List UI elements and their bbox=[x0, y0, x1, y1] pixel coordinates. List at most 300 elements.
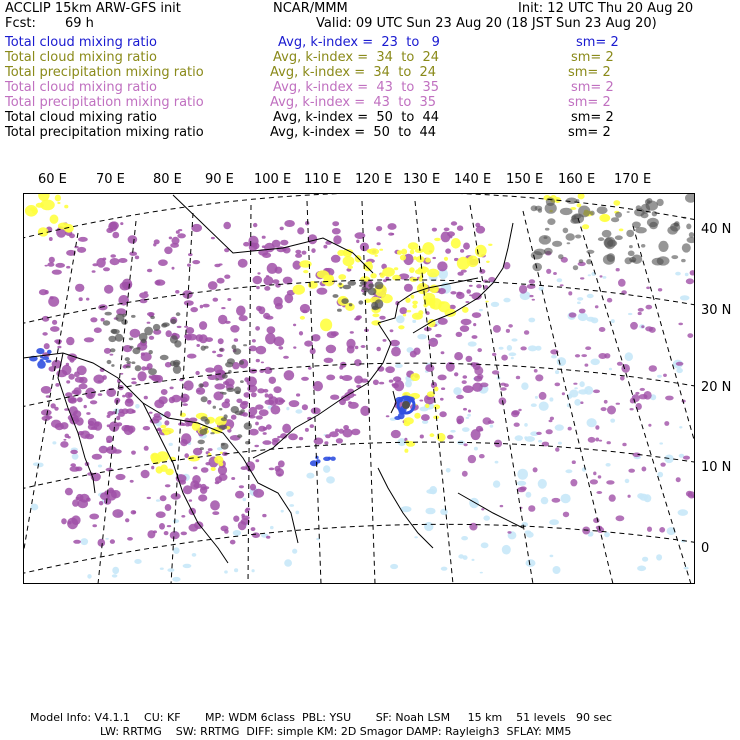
high-cloud-patch bbox=[76, 494, 83, 501]
high-cloud-patch bbox=[507, 531, 511, 534]
low-cloud-patch bbox=[40, 359, 44, 361]
high-cloud-patch bbox=[598, 353, 606, 359]
high-cloud-patch bbox=[288, 433, 298, 440]
mid-cloud-patch bbox=[434, 238, 441, 241]
high-cloud-patch bbox=[534, 369, 538, 373]
deep-cloud-patch bbox=[213, 406, 216, 409]
high-cloud-patch bbox=[160, 495, 167, 501]
high-cloud-patch bbox=[324, 441, 328, 444]
high-cloud-patch bbox=[659, 527, 665, 533]
model-info-line-1: Model Info: V4.1.1 CU: KF MP: WDM 6class PBL: YSU SF: Noah LSM 15 km 51 levels 90 sec bbox=[30, 711, 613, 724]
high-cloud-patch bbox=[269, 377, 276, 384]
mid-cloud-patch bbox=[451, 238, 461, 249]
deep-cloud-patch bbox=[372, 306, 379, 310]
high-cloud-patch bbox=[230, 540, 236, 545]
high-cloud-patch bbox=[165, 504, 172, 511]
light-cloud-patch bbox=[295, 409, 302, 413]
high-cloud-patch bbox=[635, 392, 639, 395]
deep-cloud-patch bbox=[646, 201, 658, 211]
high-cloud-patch bbox=[77, 247, 86, 253]
mid-cloud-patch bbox=[619, 229, 624, 232]
legend-row-7-sm: sm= 2 bbox=[568, 125, 611, 140]
mid-cloud-patch bbox=[582, 224, 589, 229]
high-cloud-patch bbox=[275, 397, 285, 405]
mid-cloud-patch bbox=[462, 307, 469, 313]
deep-cloud-patch bbox=[111, 364, 114, 367]
high-cloud-patch bbox=[539, 392, 547, 400]
high-cloud-patch bbox=[154, 399, 164, 408]
high-cloud-patch bbox=[147, 312, 155, 316]
deep-cloud-patch bbox=[545, 203, 557, 214]
high-cloud-patch bbox=[323, 245, 327, 249]
mid-cloud-patch bbox=[415, 269, 426, 275]
high-cloud-patch bbox=[308, 367, 312, 370]
mid-cloud-patch bbox=[404, 417, 414, 424]
deep-cloud-patch bbox=[374, 281, 383, 289]
mid-cloud-patch bbox=[379, 249, 383, 251]
high-cloud-patch bbox=[295, 250, 301, 254]
deep-cloud-patch bbox=[149, 350, 153, 354]
light-cloud-patch bbox=[659, 442, 663, 444]
high-cloud-patch bbox=[68, 521, 72, 524]
high-cloud-patch bbox=[575, 354, 580, 357]
light-cloud-patch bbox=[553, 566, 561, 574]
high-cloud-patch bbox=[264, 286, 270, 291]
mid-cloud-patch bbox=[475, 245, 487, 257]
high-cloud-patch bbox=[244, 377, 249, 382]
deep-cloud-patch bbox=[239, 360, 244, 365]
deep-cloud-patch bbox=[566, 198, 577, 204]
high-cloud-patch bbox=[272, 240, 281, 248]
legend-row-1-sm: sm= 2 bbox=[576, 35, 619, 50]
deep-cloud-patch bbox=[224, 414, 228, 418]
high-cloud-patch bbox=[268, 394, 273, 400]
high-cloud-patch bbox=[621, 364, 630, 373]
high-cloud-patch bbox=[224, 275, 230, 279]
high-cloud-patch bbox=[236, 306, 246, 316]
high-cloud-patch bbox=[336, 438, 343, 443]
high-cloud-patch bbox=[182, 403, 188, 406]
light-cloud-patch bbox=[112, 574, 118, 577]
high-cloud-patch bbox=[601, 407, 607, 411]
light-cloud-patch bbox=[639, 494, 647, 501]
high-cloud-patch bbox=[212, 511, 219, 515]
light-cloud-patch bbox=[503, 298, 510, 303]
high-cloud-patch bbox=[308, 234, 318, 244]
high-cloud-patch bbox=[70, 450, 78, 454]
light-cloud-patch bbox=[224, 570, 228, 573]
high-cloud-patch bbox=[193, 467, 198, 470]
deep-cloud-patch bbox=[615, 235, 623, 240]
high-cloud-patch bbox=[354, 359, 361, 366]
high-cloud-patch bbox=[133, 511, 136, 514]
deep-cloud-patch bbox=[201, 346, 206, 351]
light-cloud-patch bbox=[574, 387, 578, 389]
high-cloud-patch bbox=[90, 317, 97, 322]
deep-cloud-patch bbox=[532, 263, 542, 272]
high-cloud-patch bbox=[305, 221, 309, 225]
high-cloud-patch bbox=[658, 288, 662, 291]
high-cloud-patch bbox=[190, 307, 198, 312]
high-cloud-patch bbox=[429, 338, 439, 347]
high-cloud-patch bbox=[89, 514, 99, 520]
high-cloud-patch bbox=[383, 339, 387, 342]
deep-cloud-patch bbox=[560, 208, 573, 215]
high-cloud-patch bbox=[218, 263, 222, 265]
high-cloud-patch bbox=[462, 380, 467, 384]
deep-cloud-patch bbox=[598, 237, 604, 241]
light-cloud-patch bbox=[511, 357, 514, 359]
high-cloud-patch bbox=[506, 329, 510, 333]
high-cloud-patch bbox=[130, 480, 134, 483]
light-cloud-patch bbox=[528, 318, 535, 323]
mid-cloud-patch bbox=[432, 289, 437, 292]
high-cloud-patch bbox=[45, 290, 49, 294]
light-cloud-patch bbox=[558, 442, 562, 445]
mid-cloud-patch bbox=[165, 469, 173, 476]
high-cloud-patch bbox=[302, 310, 307, 313]
high-cloud-patch bbox=[607, 298, 612, 303]
high-cloud-patch bbox=[476, 284, 482, 288]
high-cloud-patch bbox=[500, 387, 507, 391]
high-cloud-patch bbox=[183, 387, 186, 389]
high-cloud-patch bbox=[529, 279, 535, 284]
high-cloud-patch bbox=[65, 434, 70, 438]
light-cloud-patch bbox=[292, 549, 297, 554]
high-cloud-patch bbox=[450, 291, 456, 294]
high-cloud-patch bbox=[104, 348, 111, 354]
light-cloud-patch bbox=[72, 453, 79, 459]
high-cloud-patch bbox=[203, 304, 210, 308]
high-cloud-patch bbox=[70, 466, 80, 472]
high-cloud-patch bbox=[404, 284, 413, 292]
high-cloud-patch bbox=[264, 367, 272, 374]
high-cloud-patch bbox=[181, 515, 185, 518]
init-time: Init: 12 UTC Thu 20 Aug 20 bbox=[518, 1, 694, 16]
high-cloud-patch bbox=[92, 454, 102, 460]
legend-row-1-avg: Avg, k-index = 23 to 9 bbox=[278, 35, 440, 50]
light-cloud-patch bbox=[414, 536, 418, 538]
deep-cloud-patch bbox=[578, 206, 590, 218]
high-cloud-patch bbox=[211, 237, 215, 239]
light-cloud-patch bbox=[493, 480, 500, 487]
high-cloud-patch bbox=[167, 525, 171, 527]
high-cloud-patch bbox=[112, 509, 123, 518]
deep-cloud-patch bbox=[673, 222, 678, 226]
high-cloud-patch bbox=[392, 383, 399, 388]
light-cloud-patch bbox=[466, 417, 470, 419]
high-cloud-patch bbox=[266, 536, 270, 539]
high-cloud-patch bbox=[153, 530, 157, 533]
light-cloud-patch bbox=[526, 492, 532, 498]
high-cloud-patch bbox=[184, 380, 194, 390]
legend-row-7-avg: Avg, k-index = 50 to 44 bbox=[270, 125, 437, 140]
high-cloud-patch bbox=[464, 443, 468, 446]
light-cloud-patch bbox=[495, 461, 499, 464]
light-cloud-patch bbox=[173, 519, 179, 523]
deep-cloud-patch bbox=[220, 348, 224, 351]
mid-cloud-patch bbox=[405, 298, 410, 303]
high-cloud-patch bbox=[508, 324, 513, 328]
high-cloud-patch bbox=[348, 401, 352, 404]
high-cloud-patch bbox=[125, 392, 132, 398]
low-cloud-patch bbox=[42, 356, 49, 360]
deep-cloud-patch bbox=[199, 429, 207, 435]
high-cloud-patch bbox=[151, 466, 154, 470]
light-cloud-patch bbox=[425, 508, 435, 515]
light-cloud-patch bbox=[525, 530, 532, 534]
mid-cloud-patch bbox=[50, 215, 59, 224]
high-cloud-patch bbox=[356, 240, 359, 244]
high-cloud-patch bbox=[460, 325, 469, 332]
deep-cloud-patch bbox=[162, 322, 170, 326]
high-cloud-patch bbox=[377, 242, 381, 245]
light-cloud-patch bbox=[551, 355, 557, 359]
high-cloud-patch bbox=[335, 429, 339, 433]
high-cloud-patch bbox=[599, 327, 606, 332]
light-cloud-patch bbox=[461, 536, 468, 540]
light-cloud-patch bbox=[169, 443, 173, 446]
high-cloud-patch bbox=[361, 345, 366, 348]
light-cloud-patch bbox=[156, 499, 160, 502]
high-cloud-patch bbox=[84, 405, 87, 408]
deep-cloud-patch bbox=[360, 281, 367, 286]
high-cloud-patch bbox=[262, 245, 266, 248]
high-cloud-patch bbox=[77, 397, 83, 402]
high-cloud-patch bbox=[149, 375, 152, 378]
high-cloud-patch bbox=[138, 371, 147, 381]
deep-cloud-patch bbox=[531, 205, 538, 211]
lon-label: 160 E bbox=[558, 172, 596, 187]
legend-row-3-sm: sm= 2 bbox=[568, 65, 611, 80]
light-cloud-patch bbox=[98, 465, 102, 468]
high-cloud-patch bbox=[628, 469, 635, 473]
high-cloud-patch bbox=[441, 351, 445, 354]
light-cloud-patch bbox=[424, 522, 433, 531]
deep-cloud-patch bbox=[368, 283, 374, 287]
high-cloud-patch bbox=[326, 375, 335, 381]
light-cloud-patch bbox=[587, 418, 597, 427]
deep-cloud-patch bbox=[686, 224, 691, 230]
deep-cloud-patch bbox=[626, 230, 634, 237]
light-cloud-patch bbox=[574, 399, 581, 406]
light-cloud-patch bbox=[33, 462, 40, 466]
light-cloud-patch bbox=[390, 564, 398, 569]
high-cloud-patch bbox=[324, 358, 334, 363]
high-cloud-patch bbox=[488, 420, 494, 424]
light-cloud-patch bbox=[234, 568, 238, 572]
high-cloud-patch bbox=[261, 362, 264, 364]
high-cloud-patch bbox=[189, 524, 199, 532]
high-cloud-patch bbox=[555, 383, 561, 387]
deep-cloud-patch bbox=[652, 211, 657, 216]
light-cloud-patch bbox=[490, 425, 494, 428]
deep-cloud-patch bbox=[176, 312, 181, 316]
high-cloud-patch bbox=[293, 324, 296, 327]
high-cloud-patch bbox=[169, 237, 172, 240]
light-cloud-patch bbox=[579, 381, 584, 387]
high-cloud-patch bbox=[535, 374, 543, 381]
high-cloud-patch bbox=[208, 281, 218, 290]
high-cloud-patch bbox=[683, 456, 690, 460]
high-cloud-patch bbox=[170, 243, 179, 248]
light-cloud-patch bbox=[604, 532, 610, 537]
deep-cloud-patch bbox=[579, 259, 584, 263]
high-cloud-patch bbox=[119, 409, 124, 413]
high-cloud-patch bbox=[154, 413, 161, 418]
high-cloud-patch bbox=[131, 451, 136, 455]
high-cloud-patch bbox=[569, 312, 577, 317]
light-cloud-patch bbox=[625, 352, 633, 361]
high-cloud-patch bbox=[616, 268, 620, 271]
high-cloud-patch bbox=[207, 400, 211, 405]
high-cloud-patch bbox=[280, 240, 288, 246]
high-cloud-patch bbox=[186, 327, 195, 334]
high-cloud-patch bbox=[128, 235, 138, 243]
high-cloud-patch bbox=[299, 437, 303, 440]
high-cloud-patch bbox=[238, 259, 248, 268]
high-cloud-patch bbox=[646, 287, 650, 290]
high-cloud-patch bbox=[676, 477, 681, 482]
high-cloud-patch bbox=[180, 394, 189, 403]
high-cloud-patch bbox=[555, 447, 559, 451]
mid-cloud-patch bbox=[164, 431, 169, 435]
high-cloud-patch bbox=[289, 400, 300, 407]
high-cloud-patch bbox=[472, 335, 478, 339]
legend-row-4-sm: sm= 2 bbox=[571, 80, 614, 95]
deep-cloud-patch bbox=[150, 316, 155, 319]
high-cloud-patch bbox=[333, 235, 341, 244]
high-cloud-patch bbox=[585, 346, 591, 350]
deep-cloud-patch bbox=[337, 309, 342, 312]
high-cloud-patch bbox=[447, 435, 454, 440]
high-cloud-patch bbox=[132, 410, 136, 414]
light-cloud-patch bbox=[555, 424, 564, 430]
high-cloud-patch bbox=[256, 359, 260, 362]
high-cloud-patch bbox=[552, 498, 561, 503]
deep-cloud-patch bbox=[667, 226, 678, 235]
high-cloud-patch bbox=[665, 396, 674, 401]
light-cloud-patch bbox=[270, 526, 274, 529]
mid-cloud-patch bbox=[485, 301, 488, 303]
high-cloud-patch bbox=[90, 400, 97, 404]
legend-row-5-avg: Avg, k-index = 43 to 35 bbox=[270, 95, 437, 110]
high-cloud-patch bbox=[457, 419, 462, 424]
light-cloud-patch bbox=[481, 542, 489, 548]
valid-time: Valid: 09 UTC Sun 23 Aug 20 (18 JST Sun 23 Aug 20) bbox=[316, 16, 657, 31]
deep-cloud-patch bbox=[368, 288, 377, 296]
high-cloud-patch bbox=[440, 398, 444, 401]
deep-cloud-patch bbox=[107, 360, 112, 364]
legend-row-2-name: Total cloud mixing ratio bbox=[5, 50, 158, 65]
high-cloud-patch bbox=[252, 532, 260, 538]
light-cloud-patch bbox=[528, 345, 537, 351]
light-cloud-patch bbox=[173, 547, 179, 554]
deep-cloud-patch bbox=[215, 378, 219, 380]
high-cloud-patch bbox=[386, 415, 390, 417]
high-cloud-patch bbox=[195, 371, 199, 375]
deep-cloud-patch bbox=[681, 259, 686, 262]
fcst-value: 69 h bbox=[65, 16, 94, 31]
deep-cloud-patch bbox=[131, 315, 136, 318]
mid-cloud-patch bbox=[303, 270, 308, 273]
light-cloud-patch bbox=[243, 498, 247, 501]
high-cloud-patch bbox=[78, 237, 88, 242]
high-cloud-patch bbox=[439, 411, 446, 417]
deep-cloud-patch bbox=[226, 388, 234, 392]
lat-label: 20 N bbox=[701, 380, 732, 395]
light-cloud-patch bbox=[557, 357, 566, 366]
high-cloud-patch bbox=[256, 346, 267, 355]
legend-row-3-avg: Avg, k-index = 34 to 24 bbox=[270, 65, 437, 80]
high-cloud-patch bbox=[102, 258, 106, 261]
high-cloud-patch bbox=[413, 348, 420, 355]
high-cloud-patch bbox=[471, 429, 481, 440]
high-cloud-patch bbox=[616, 515, 625, 521]
high-cloud-patch bbox=[468, 455, 476, 463]
high-cloud-patch bbox=[175, 290, 179, 294]
high-cloud-patch bbox=[213, 298, 219, 302]
center-name: NCAR/MMM bbox=[273, 1, 348, 16]
high-cloud-patch bbox=[640, 388, 645, 391]
high-cloud-patch bbox=[481, 508, 484, 510]
light-cloud-patch bbox=[441, 567, 448, 571]
light-cloud-patch bbox=[606, 463, 611, 467]
high-cloud-patch bbox=[330, 395, 339, 400]
deep-cloud-patch bbox=[225, 362, 233, 368]
high-cloud-patch bbox=[147, 322, 151, 324]
light-cloud-patch bbox=[453, 387, 461, 395]
high-cloud-patch bbox=[595, 425, 599, 430]
deep-cloud-patch bbox=[575, 235, 581, 239]
light-cloud-patch bbox=[610, 419, 615, 423]
high-cloud-patch bbox=[52, 320, 57, 325]
high-cloud-patch bbox=[110, 258, 120, 265]
high-cloud-patch bbox=[117, 422, 122, 426]
high-cloud-patch bbox=[74, 371, 80, 377]
high-cloud-patch bbox=[254, 445, 259, 447]
high-cloud-patch bbox=[120, 373, 123, 375]
high-cloud-patch bbox=[585, 364, 589, 367]
mid-cloud-patch bbox=[409, 267, 415, 273]
high-cloud-patch bbox=[311, 407, 321, 414]
light-cloud-patch bbox=[135, 404, 140, 409]
mid-cloud-patch bbox=[160, 425, 166, 429]
light-cloud-patch bbox=[588, 534, 593, 537]
high-cloud-patch bbox=[474, 366, 483, 375]
light-cloud-patch bbox=[479, 309, 483, 311]
high-cloud-patch bbox=[250, 484, 256, 491]
deep-cloud-patch bbox=[243, 344, 247, 346]
high-cloud-patch bbox=[76, 418, 79, 421]
deep-cloud-patch bbox=[240, 380, 244, 383]
high-cloud-patch bbox=[342, 375, 353, 381]
high-cloud-patch bbox=[218, 338, 224, 344]
high-cloud-patch bbox=[645, 326, 653, 331]
high-cloud-patch bbox=[262, 236, 266, 239]
high-cloud-patch bbox=[462, 471, 468, 477]
deep-cloud-patch bbox=[173, 362, 180, 368]
high-cloud-patch bbox=[101, 318, 105, 322]
high-cloud-patch bbox=[61, 518, 67, 524]
high-cloud-patch bbox=[104, 285, 113, 294]
mid-cloud-patch bbox=[211, 467, 216, 471]
deep-cloud-patch bbox=[218, 425, 227, 430]
high-cloud-patch bbox=[593, 518, 599, 523]
deep-cloud-patch bbox=[689, 232, 694, 237]
high-cloud-patch bbox=[580, 401, 583, 404]
high-cloud-patch bbox=[501, 355, 508, 361]
